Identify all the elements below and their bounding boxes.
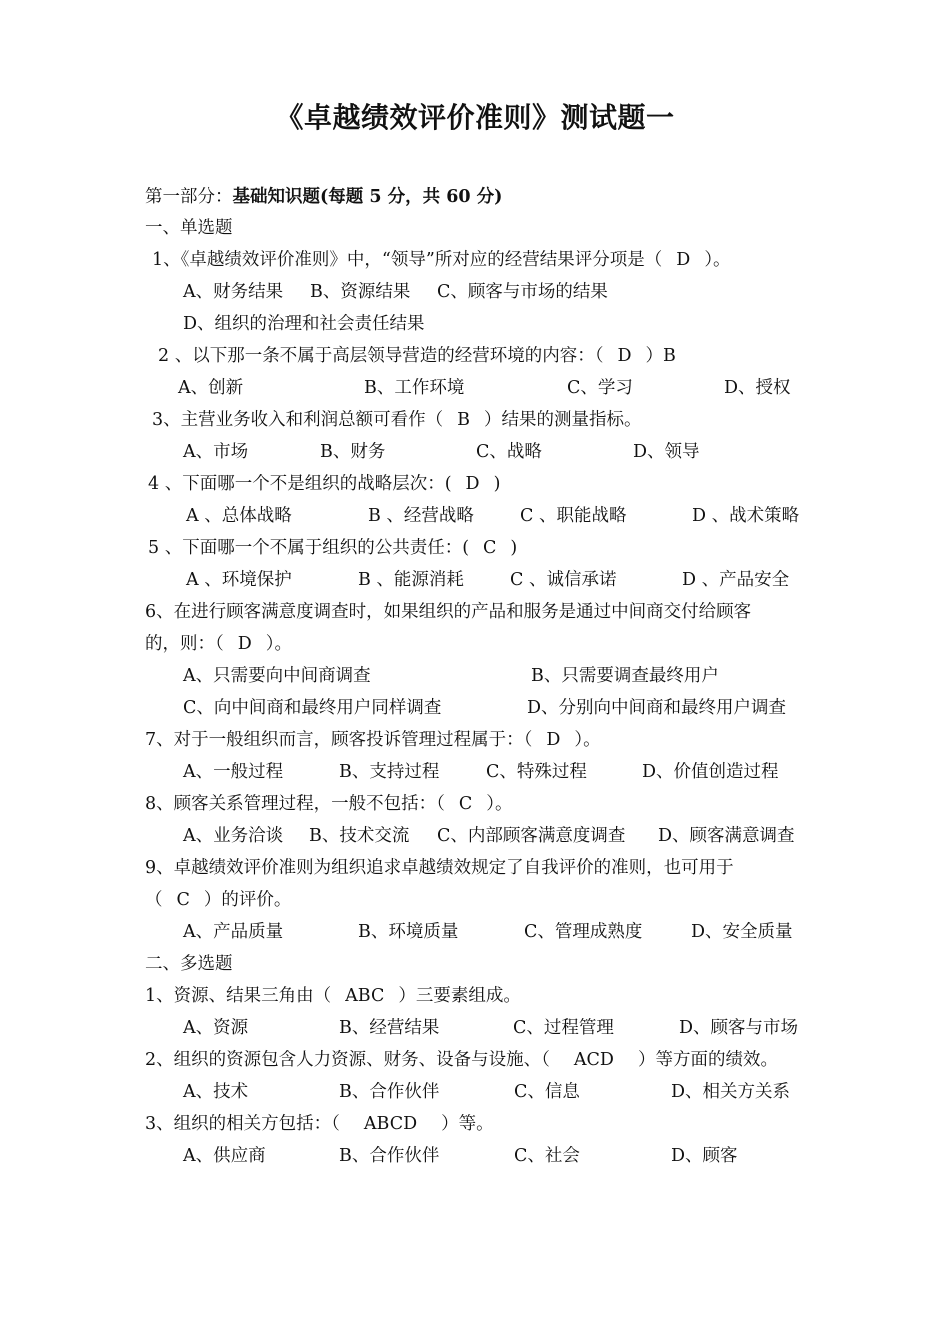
option-a: A 、环境保护 <box>186 570 292 590</box>
option-c: C、向中间商和最终用户同样调查 <box>183 698 442 718</box>
part-name: 基础知识题 <box>232 187 320 207</box>
option-d: D、安全质量 <box>691 922 793 942</box>
question-stem <box>152 408 642 432</box>
answer-text: D <box>465 474 480 494</box>
question-stem <box>145 632 292 656</box>
answer-text: ABCD <box>363 1114 418 1134</box>
option-b: B、只需要调查最终用户 <box>531 666 719 686</box>
option-d: D、顾客与市场 <box>679 1018 799 1038</box>
option-b: B、财务 <box>320 442 386 462</box>
option-d: D、顾客 <box>671 1146 738 1166</box>
option-row <box>183 440 783 464</box>
answer-text: D <box>237 634 252 654</box>
option-c: C、信息 <box>514 1082 580 1102</box>
option-a: A、创新 <box>178 378 244 398</box>
stem-text: ) <box>510 538 518 558</box>
question-stem <box>145 888 291 912</box>
option-c: C、过程管理 <box>513 1018 614 1038</box>
stem-text: 8、顾客关系管理过程，一般不包括：（ <box>145 794 445 814</box>
option-c: C、社会 <box>514 1146 580 1166</box>
option-row <box>183 760 823 784</box>
option-d: D、分别向中间商和最终用户调查 <box>527 698 787 718</box>
answer-text: B <box>457 410 471 430</box>
question-stem <box>145 1048 778 1072</box>
question-stem <box>148 536 517 560</box>
option-a: A、产品质量 <box>183 922 284 942</box>
option-a: A、供应商 <box>183 1146 266 1166</box>
part-scoring: (每题 5 分，共 60 分) <box>320 187 503 207</box>
stem-text: ）。 <box>574 730 601 750</box>
stem-text: ）三要素组成。 <box>398 986 521 1006</box>
option-c: C 、诚信承诺 <box>510 570 617 590</box>
stem-text: 3、主营业务收入和利润总额可看作（ <box>152 410 444 430</box>
question-stem-line1: 6、在进行顾客满意度调查时，如果组织的产品和服务是通过中间商交付给顾客 <box>145 602 752 622</box>
stem-text: 3、组织的相关方包括：（ <box>145 1114 340 1134</box>
option-row <box>183 696 823 720</box>
stem-text: 2 、以下那一条不属于高层领导营造的经营环境的内容：（ <box>158 346 604 366</box>
answer-text: C <box>458 794 473 814</box>
stem-text: ) <box>493 474 501 494</box>
answer-text: D <box>617 346 632 366</box>
answer-text: C <box>176 890 190 910</box>
answer-text: D <box>676 250 691 270</box>
option-a: A、技术 <box>183 1082 249 1102</box>
question-stem <box>145 728 601 752</box>
question-stem-line1: 9、卓越绩效评价准则为组织追求卓越绩效规定了自我评价的准则，也可用于 <box>145 858 734 878</box>
option-b: B 、经营战略 <box>368 506 474 526</box>
option-d: D、授权 <box>724 378 791 398</box>
option-row <box>183 1016 823 1040</box>
multi-choice-heading: 二、多选题 <box>145 954 233 974</box>
part-heading <box>145 185 502 209</box>
option-b: B、支持过程 <box>339 762 440 782</box>
option-a: A、财务结果 <box>183 282 284 302</box>
option-d: D、顾客满意调查 <box>658 826 795 846</box>
option-row <box>186 568 826 592</box>
stem-text: 5 、下面哪一个不属于组织的公共责任：( <box>148 538 470 558</box>
option-a: A、市场 <box>183 442 249 462</box>
option-b: B、技术交流 <box>309 826 410 846</box>
stem-text: ）等。 <box>441 1114 494 1134</box>
answer-text: D <box>546 730 561 750</box>
option-a: A、一般过程 <box>183 762 284 782</box>
stem-text: ）结果的测量指标。 <box>484 410 642 430</box>
stem-text: ）。 <box>486 794 513 814</box>
stem-text: 2、组织的资源包含人力资源、财务、设备与设施、（ <box>145 1050 550 1070</box>
option-c: C、学习 <box>567 378 633 398</box>
option-c: C、内部顾客满意度调查 <box>437 826 626 846</box>
question-stem <box>145 984 521 1008</box>
option-d: D、价值创造过程 <box>642 762 779 782</box>
option-b: B 、能源消耗 <box>358 570 464 590</box>
option-a: A 、总体战略 <box>186 506 292 526</box>
answer-text: C <box>483 538 497 558</box>
option-d: D、组织的治理和社会责任结果 <box>183 314 425 334</box>
question-stem <box>145 1112 494 1136</box>
part-prefix: 第一部分： <box>145 187 233 207</box>
option-row <box>186 504 826 528</box>
option-a: A、只需要向中间商调查 <box>183 666 371 686</box>
option-a: A、业务洽谈 <box>183 826 284 846</box>
answer-text: ACD <box>573 1050 614 1070</box>
stem-text: （ <box>145 890 163 910</box>
option-row <box>183 1080 823 1104</box>
stem-text: ）等方面的绩效。 <box>637 1050 778 1070</box>
stem-text: ）。 <box>704 250 731 270</box>
stem-text: 4 、下面哪一个不是组织的战略层次：( <box>148 474 452 494</box>
stem-text: ）的评价。 <box>203 890 292 910</box>
stem-text: 的，则：（ <box>145 634 224 654</box>
stem-text: 1、资源、结果三角由（ <box>145 986 332 1006</box>
stem-text: 1、《卓越绩效评价准则》中，“领导”所对应的经营结果评分项是（ <box>152 250 663 270</box>
option-row <box>183 824 823 848</box>
option-row <box>183 920 823 944</box>
stem-text: ）B <box>645 346 676 366</box>
stem-text: ）。 <box>265 634 293 654</box>
option-d: D、相关方关系 <box>671 1082 791 1102</box>
option-row <box>183 664 823 688</box>
option-c: C、战略 <box>476 442 542 462</box>
stem-text: 7、对于一般组织而言，顾客投诉管理过程属于：（ <box>145 730 533 750</box>
option-c: C、顾客与市场的结果 <box>437 282 608 302</box>
page-title: 《卓越绩效评价准则》测试题一 <box>275 101 675 134</box>
single-choice-heading: 一、单选题 <box>145 218 233 238</box>
option-d: D 、战术策略 <box>692 506 800 526</box>
option-b: B、合作伙伴 <box>339 1146 440 1166</box>
option-d: D、领导 <box>633 442 700 462</box>
option-b: B、合作伙伴 <box>339 1082 440 1102</box>
option-a: A、资源 <box>183 1018 249 1038</box>
question-stem <box>145 792 513 816</box>
question-stem <box>152 248 731 272</box>
option-c: C 、职能战略 <box>520 506 627 526</box>
option-b: B、环境质量 <box>358 922 459 942</box>
question-stem <box>158 344 676 368</box>
question-stem <box>148 472 500 496</box>
option-c: C、管理成熟度 <box>524 922 643 942</box>
option-row <box>183 1144 823 1168</box>
answer-text: ABC <box>345 986 385 1006</box>
option-row <box>178 376 818 400</box>
option-c: C、特殊过程 <box>486 762 587 782</box>
option-d: D 、产品安全 <box>682 570 790 590</box>
option-b: B、经营结果 <box>339 1018 440 1038</box>
option-b: B、资源结果 <box>310 282 411 302</box>
option-b: B、工作环境 <box>364 378 465 398</box>
